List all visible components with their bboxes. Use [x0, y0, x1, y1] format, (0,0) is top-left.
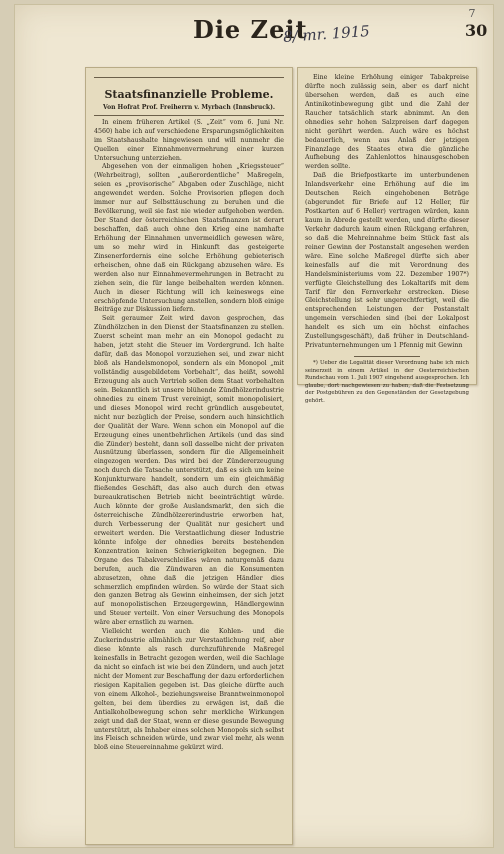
handwritten-date: 8/ mr. 1915: [282, 21, 371, 47]
page-header: [15, 5, 493, 65]
paragraph: Seit geraumer Zeit wird davon gesprochen, das Zündhölzchen in den Dienst der Staatsfinanzen zu stellen. Zuerst scheint man mehr an ein Monopol gedacht zu haben, jetzt steht die Steuer im Vordergrund. Ich halte dafür, daß das Monopol vorzuziehen sei, und zwar nicht bloß als Handelsmonopol, sondern als ein Monopol „mit vollständig ausgebildetem Vorbehalt“, das heißt, sowohl Erzeugung als auch Vertrieb sollen dem Staat vorbehalten sein. Bekanntlich ist unsere blühende Zündhölzerindustrie ohnedies zu einem Trust vereinigt, somit monopolisiert, und dieses Monopol wird recht gründlich ausgebeutet, nicht nur bezüglich der Preise, sondern auch hinsichtlich der Qualität der Ware. Wenn schon ein Monopol auf die Erzeugung eines unentbehrlichen Artikels (und das sind die Zünder) besteht, dann soll dasselbe nicht der privaten Ausnützung überlassen, sondern für die Allgemeinheit eingezogen werden. Das wird bei der Zündererzeugung noch durch die Tatsache unterstützt, daß es sich um keine Konjunkturware handelt, sondern um ein gleichmäßig fließendes Geschäft, das also auch durch den etwas bureaukratischen Betrieb nicht beeinträchtigt würde. Auch könnte der große Auslandsmarkt, den sich die österreichische Zündhölzererindustrie erworben hat, durch Verbesserung der Qualität nur gesichert und erweitert werden. Die Verstaatlichung dieser Industrie könnte infolge der ohnedies bereits bestehenden Konzentration keinen Schwierigkeiten begegnen. Die Organe des Tabakverschleißes wären naturgemäß dazu berufen, auch die Zündwaren an die Konsumenten abzusetzen, ohne daß die jetzigen Händler dies schmerzlich empfinden würden. So würde der Staat sich den ganzen Betrag als Gewinn einheimsen, der sich jetzt auf monopolistischen Erzeugergewinn, Händlergewinn und Steuer verteilt. Von einer Versuchung des Monopols wäre aber ernstlich zu warnen.: [94, 315, 284, 627]
byline-rule: [94, 115, 284, 116]
article-byline: Von Hofrat Prof. Freiherrn v. Myrbach (Innsbruck).: [102, 104, 276, 111]
page-number: 30: [465, 21, 488, 40]
masthead: Die Zeit: [193, 15, 308, 44]
article-clipping-right: [297, 67, 477, 404]
paragraph: In einem früheren Artikel (S. „Zeit“ vom 6. Juni Nr. 4560) habe ich auf verschiedene Ersparungsmöglichkeiten im Staatshaushalte hingewiesen und will nunmehr die Quellen einer Einnahmenvermehrung einer kurzen Untersuchung unterziehen.: [94, 118, 284, 162]
paragraph: Vielleicht werden auch die Kohlen- und die Zuckerindustrie allmählich zur Verstaatlichung reif, aber diese könnte als rasch durchzuführende Maßregel keinesfalls in Betracht gezogen werden, weil die Sachlage da nicht so einfach ist wie bei den Zündern, und auch jetzt nicht der Moment zur Beschaffung der dazu erforderlichen riesigen Kapitalien gegeben ist. Das gleiche dürfte auch von einem Alkohol-, beziehungsweise Branntweinmonopol gelten, bei dem überdies zu erwägen ist, daß die Antialkoholbewegung schon sehr merkliche Wirkungen zeigt und daß der Staat, wenn er diese gesunde Bewegung unterstützt, als Inhaber eines solchen Monopols sich selbst ins Fleisch schneiden würde, und zwar viel mehr, als wenn bloß eine Steuereinnahme gekürzt wird.: [94, 628, 284, 752]
title-rule-top: [94, 77, 284, 78]
article-body-right: [305, 74, 469, 351]
footnote-rule: [354, 356, 420, 357]
newspaper-page: [14, 4, 494, 848]
article-title: Staatsfinanzielle Probleme.: [104, 88, 274, 101]
paragraph: Abgesehen von der einmaligen hohen „Kriegssteuer“ (Wehrbeitrag), sollten „außerordentliche“ Maßregeln, seien es „provisorische“ Abgaben oder Zuschläge, nicht angewendet werden. Solche Provisorien pflegen doch immer nur auf Selbsttäuschung zu beruhen und die Bevölkerung, weil sie fast nie wieder aufgehoben werden. Der Stand der österreichischen Staatsfinanzen ist derart beschaffen, daß auch ohne den Krieg eine namhafte Erhöhung der Einnahmen unvermeidlich gewesen wäre, um so mehr wird in Hinkunft das gesteigerte Zinsenerfordernis eine solche Erhöhung gebieterisch erheischen, ohne daß ein Rückgang abzusehen wäre. Es werden also nur Einnahmevermehrungen in Betracht zu ziehen sein, die für lange beibehalten werden können. Auch in dieser Richtung will ich keineswegs eine erschöpfende Untersuchung anstellen, sondern bloß einige Beiträge zur Diskussion liefern.: [94, 163, 284, 314]
corner-mark: 7: [468, 7, 476, 20]
article-body-left: [94, 119, 284, 754]
article-clipping-left: [85, 67, 293, 845]
paragraph: Daß die Briefpostkarte im unterbundenen Inlandsverkehr eine Erhöhung auf die im Deutschen Reich eingehobenen Beträge (abgerundet für Briefe auf 12 Heller, für Postkarten auf 6 Heller) vertragen würden, kann kaum in Abrede gestellt werden, und dürfte dieser Verkehr dadurch kaum einen Rückgang erfahren, so daß die Mehreinnahme beim Stück fast als reiner Gewinn der Postanstalt angesehen werden wäre. Eine solche Maßregel dürfte sich aber keinesfalls auf die mit Verordnung des Handelsministeriums vom 22. Dezember 1907*) verfügte Gleichstellung des Lokaltarifs mit dem Tarif für den Fernverkehr erstrecken. Diese Gleichstellung ist sehr ungerechtfertigt, weil die entsprechenden Leistungen der Postanstalt ungemein verschieden sind (bei der Lokalpost handelt es sich um ein höchst einfaches Zustellungsgeschäft), daß früher in Deutschland-Privatunternehmungen um 1 Pfennig mit Gewinn: [305, 172, 469, 350]
footnote-text: *) Ueber die Legalität dieser Verordnung habe ich mich seinerzeit in einem Artikel in der Oesterreichischen Rundschau vom 1. Juli 1907 eingehend ausgesprochen. Ich glaube, dort nachgewiesen zu haben, daß die Festsetzung der Postgebühren zu den Gegenständen der Gesetzgebung gehört.: [305, 360, 469, 404]
footnote: [305, 360, 469, 405]
paragraph: Eine kleine Erhöhung einiger Tabakpreise dürfte noch zulässig sein, aber es darf nicht übersehen werden, daß es auch eine Antinikotinbewegung gibt und die Zahl der Raucher tatsächlich stark abnimmt. An den ohnedies sehr hohen Salzpreisen darf dagegen nicht gerührt werden. Auch wäre es höchst bedauerlich, wenn aus Anlaß der jetzigen Finanzlage des Staates etwa die gänzliche Aufhebung des Zahlenlottos hinausgeschoben werden sollte.: [305, 74, 469, 171]
